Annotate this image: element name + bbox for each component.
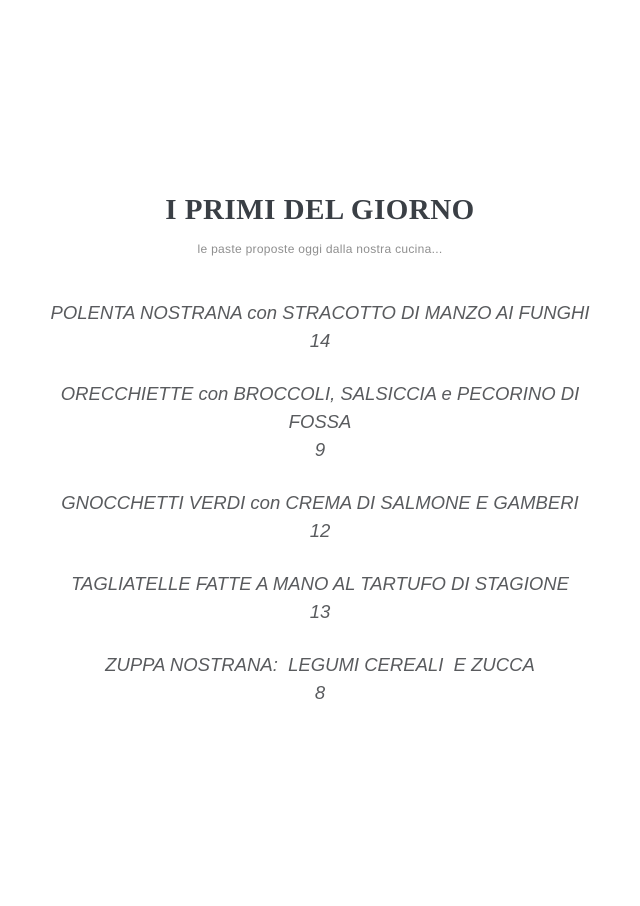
menu-item-name: TAGLIATELLE FATTE A MANO AL TARTUFO DI STAGIONE	[71, 573, 569, 594]
menu-item	[30, 489, 610, 545]
menu-item	[30, 651, 610, 707]
menu-item-price: 8	[314, 682, 326, 703]
menu-item	[30, 299, 610, 355]
menu-section-title: I PRIMI DEL GIORNO	[165, 194, 475, 226]
menu-item-name: POLENTA NOSTRANA con STRACOTTO DI MANZO AI FUNGHI	[50, 302, 590, 323]
menu-item-price: 9	[314, 439, 326, 460]
menu-item-list	[0, 299, 640, 707]
menu-item-price: 13	[309, 601, 331, 622]
menu-item	[30, 380, 610, 464]
menu-item-price: 12	[309, 520, 331, 541]
menu-section-subtitle: le paste proposte oggi dalla nostra cucina...	[197, 242, 443, 256]
menu-item-name: ORECCHIETTE con BROCCOLI, SALSICCIA e PECORINO DI FOSSA	[60, 383, 585, 432]
menu-item-name: GNOCCHETTI VERDI con CREMA DI SALMONE E GAMBERI	[61, 492, 579, 513]
menu-item-price: 14	[309, 330, 331, 351]
menu-item-name: ZUPPA NOSTRANA: LEGUMI CEREALI E ZUCCA	[105, 654, 535, 675]
menu-item	[30, 570, 610, 626]
